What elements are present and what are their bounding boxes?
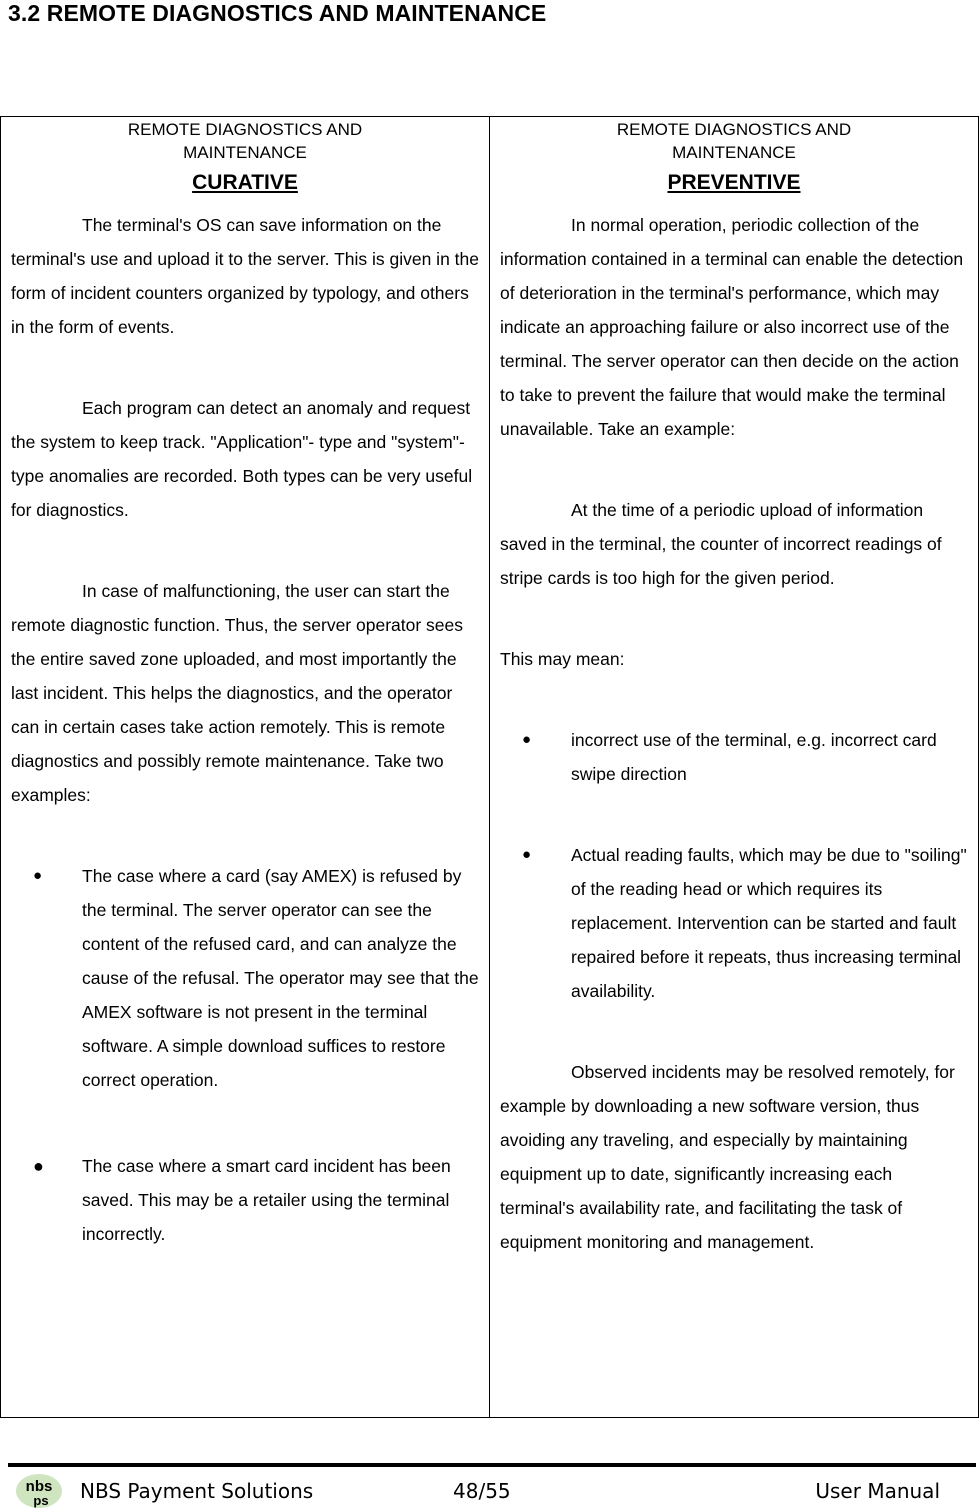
preventive-paragraph-2: At the time of a periodic upload of information saved in the terminal, the counter of incorrect readings of stripe cards is too high for the given period. xyxy=(500,500,942,588)
footer-company: NBS Payment Solutions xyxy=(80,1479,314,1503)
bullet-icon: ● xyxy=(33,867,43,884)
page-footer xyxy=(8,1470,968,1510)
curative-paragraph-1: The terminal's OS can save information on the terminal's use and upload it to the server. This is given in the form of incident counters organized by typology, and others in the form of events. xyxy=(11,215,479,337)
section-heading: 3.2 REMOTE DIAGNOSTICS AND MAINTENANCE xyxy=(8,0,547,26)
logo-text-bottom: ps xyxy=(33,1493,49,1508)
page-number: 48/55 xyxy=(453,1479,511,1503)
bullet-icon: ● xyxy=(33,1156,44,1176)
preventive-paragraph-3: This may mean: xyxy=(500,649,625,669)
list-item: ● Actual reading faults, which may be due to "soiling" of the reading head or which requires its replacement. Intervention can be started and fault repaired before it repeats, thus increasing terminal availability. xyxy=(500,838,968,1008)
preventive-column xyxy=(490,117,978,1417)
list-item: ● incorrect use of the terminal, e.g. incorrect card swipe direction xyxy=(500,723,968,791)
curative-examples-list xyxy=(11,859,479,1251)
curative-caption: REMOTE DIAGNOSTICS AND MAINTENANCE xyxy=(127,120,363,162)
list-item: ● The case where a card (say AMEX) is refused by the terminal. The server operator can see the content of the refused card, and can analyze the cause of the refusal. The operator may see that the AMEX software is not present in the terminal software. A simple download suffices to restore correct operation. xyxy=(11,859,479,1097)
logo-text-top: nbs xyxy=(25,1478,53,1495)
bullet-icon: ● xyxy=(522,731,532,748)
preventive-paragraph-1: In normal operation, periodic collection of the information contained in a terminal can enable the detection of deterioration in the terminal's performance, which may indicate an approaching failure or also incorrect use of the terminal. The server operator can then decide on the action to take to prevent the failure that would make the terminal unavailable. Take an example: xyxy=(500,215,964,439)
curative-column xyxy=(1,117,490,1417)
bullet-icon: ● xyxy=(522,846,532,863)
preventive-caption: REMOTE DIAGNOSTICS AND MAINTENANCE xyxy=(616,120,852,162)
list-item: ● The case where a smart card incident has been saved. This may be a retailer using the terminal incorrectly. xyxy=(11,1149,479,1251)
curative-body xyxy=(1,208,489,1251)
curative-paragraph-2: Each program can detect an anomaly and request the system to keep track. "Application"- type and "system"-type anomalies are recorded. Both types can be very useful for diagnostics. xyxy=(11,398,473,520)
preventive-paragraph-4: Observed incidents may be resolved remotely, for example by downloading a new software version, thus avoiding any traveling, and especially by maintaining equipment up to date, significantly increasing each terminal's availability rate, and facilitating the task of equipment monitoring and management. xyxy=(500,1062,955,1252)
preventive-causes-list xyxy=(500,723,968,1008)
nbs-logo-icon xyxy=(14,1472,64,1510)
curative-title: CURATIVE xyxy=(192,171,298,194)
curative-paragraph-3: In case of malfunctioning, the user can start the remote diagnostic function. Thus, the server operator sees the entire saved zone uploaded, and most importantly the last incident. This helps the diagnostics, and the operator can in certain cases take action remotely. This is remote diagnostics and possibly remote maintenance. Take two examples: xyxy=(11,581,464,805)
preventive-body xyxy=(490,208,978,1259)
maintenance-table xyxy=(0,116,979,1418)
footer-document-title: User Manual xyxy=(815,1479,940,1503)
footer-divider xyxy=(8,1463,976,1467)
preventive-title: PREVENTIVE xyxy=(667,171,801,194)
